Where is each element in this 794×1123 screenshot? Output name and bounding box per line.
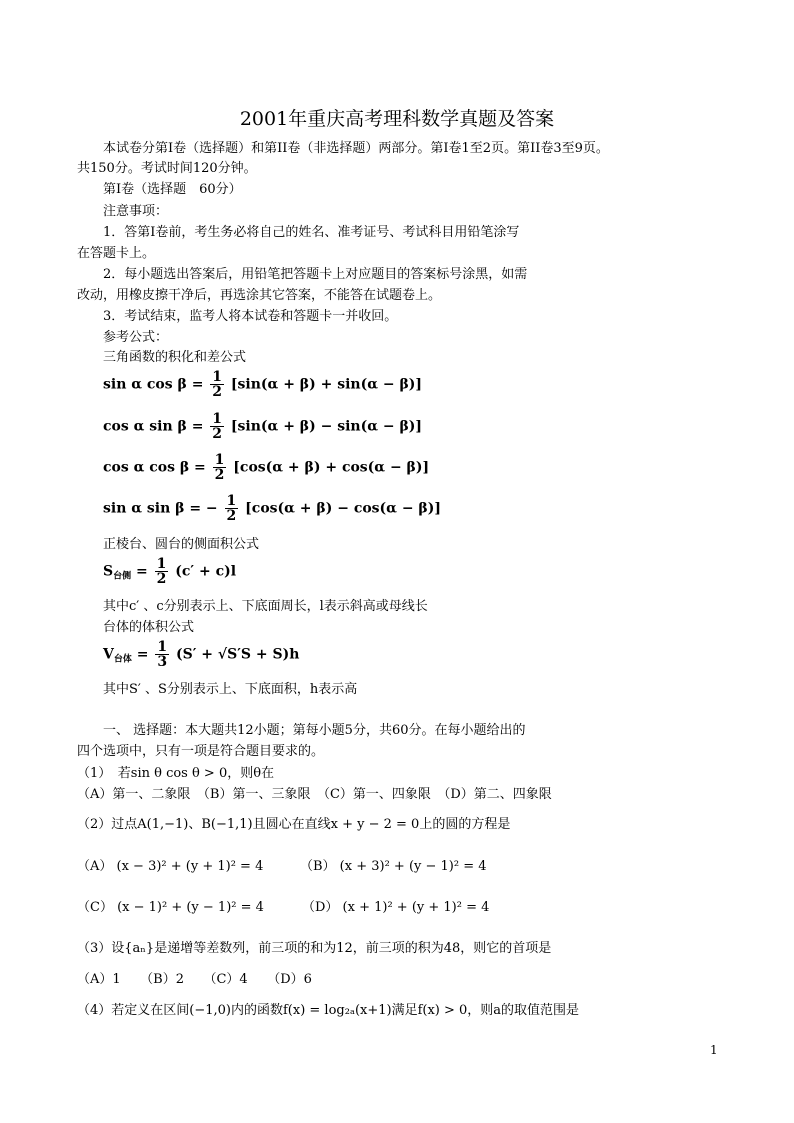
question-2: （2）过点A(1,−1)、B(−1,1)且圆心在直线x + y − 2 = 0上的圆的方程是 — [77, 817, 511, 832]
frac-den: 2 — [156, 571, 167, 587]
frustum-title: 正棱台、圆台的侧面积公式 — [103, 537, 260, 552]
section1-header-a: 一、 选择题：本大题共12小题；第每小题5分，共60分。在每小题给出的 — [103, 723, 526, 738]
fraction-half — [210, 412, 224, 441]
volume-explain: 其中S′ 、S分别表示上、下底面积，h表示高 — [103, 682, 358, 697]
section1-header-b: 四个选项中，只有一项是符合题目要求的。 — [77, 744, 325, 759]
question-2-option-a: （A） (x − 3)² + (y + 1)² = 4 — [77, 859, 264, 874]
frac-den: 2 — [212, 426, 223, 442]
intro-line-1: 本试卷分第I卷（选择题）和第II卷（非选择题）两部分。第I卷1至2页。第II卷3至9页。 — [103, 141, 609, 156]
frac-num: 1 — [212, 411, 223, 427]
formula-sin-sin — [103, 494, 441, 523]
lateral-area-symbol: S — [103, 563, 114, 580]
notes-title: 注意事项： — [103, 204, 169, 219]
frac-num: 1 — [226, 493, 237, 509]
frac-num: 1 — [212, 369, 223, 385]
volume-formula: $V_{台体}$ = $\frac{1}{3}$ (S′ + √S′S + S)h — [103, 639, 300, 670]
formula-rhs: [sin(α + β) − sin(α − β)] — [230, 418, 422, 435]
frac-num: 1 — [214, 452, 225, 468]
fraction-half — [155, 557, 169, 586]
formula-sin-cos — [103, 370, 422, 399]
trig-title: 三角函数的积化和差公式 — [103, 350, 247, 365]
page-title: 2001年重庆高考理科数学真题及答案 — [239, 108, 555, 130]
question-2-option-b: （B） (x + 3)² + (y − 1)² = 4 — [300, 859, 487, 874]
frac-den: 2 — [212, 384, 223, 400]
formula-rhs: [cos(α + β) − cos(α − β)] — [245, 500, 441, 517]
formula-cos-sin — [103, 412, 422, 441]
formula-rhs: [cos(α + β) + cos(α − β)] — [233, 459, 430, 476]
formula-lhs: cos α sin β = — [103, 418, 204, 435]
note-2a: 2．每小题选出答案后，用铅笔把答题卡上对应题目的答案标号涂黑，如需 — [103, 267, 528, 282]
frac-num: 1 — [157, 639, 168, 655]
question-3-options: （A）1 （B）2 （C）4 （D）6 — [77, 972, 312, 987]
note-2b: 改动，用橡皮擦干净后，再选涂其它答案，不能答在试题卷上。 — [77, 288, 442, 303]
lateral-area-formula: $S_{台侧}$ = $\frac{1}{2}$ (c′ + c)l — [103, 556, 237, 587]
frac-den: 2 — [214, 467, 225, 483]
formula-rhs: [sin(α + β) + sin(α − β)] — [230, 376, 422, 393]
fraction-half — [213, 453, 227, 482]
note-1b: 在答题卡上。 — [77, 246, 156, 261]
question-2-option-c: （C） (x − 1)² + (y − 1)² = 4 — [77, 900, 264, 915]
volume-symbol: V — [103, 646, 114, 663]
formula-cos-cos — [103, 453, 429, 482]
frac-den: 3 — [157, 654, 168, 670]
note-1a: 1．答第I卷前，考生务必将自己的姓名、准考证号、考试科目用铅笔涂写 — [103, 225, 520, 240]
fraction-half — [225, 494, 239, 523]
formula-lhs: cos α cos β = — [103, 459, 206, 476]
frac-num: 1 — [156, 556, 167, 572]
intro-line-2: 共150分。考试时间120分钟。 — [77, 161, 257, 176]
fraction-third — [155, 640, 169, 669]
question-2-option-d: （D） (x + 1)² + (y + 1)² = 4 — [302, 900, 490, 915]
formula-title: 参考公式： — [103, 330, 169, 345]
frac-den: 2 — [226, 508, 237, 524]
question-1: （1） 若sin θ cos θ > 0，则θ在 — [77, 766, 275, 781]
fraction-half — [210, 370, 224, 399]
question-1-options: （A）第一、二象限 （B）第一、三象限 （C）第一、四象限 （D）第二、四象限 — [77, 787, 552, 802]
volume-subscript: 台体 — [113, 654, 132, 665]
formula-lhs: sin α sin β = − — [103, 500, 218, 517]
question-4: （4）若定义在区间(−1,0)内的函数f(x) = log₂ₐ(x+1)满足f(x) > 0，则a的取值范围是 — [77, 1003, 580, 1018]
question-3: （3）设{aₙ}是递增等差数列，前三项的和为12，前三项的积为48，则它的首项是 — [77, 941, 552, 956]
volume-title: 台体的体积公式 — [103, 620, 195, 635]
formula-lhs: sin α cos β = — [103, 376, 204, 393]
lateral-area-explain: 其中c′ 、c分别表示上、下底面周长，l表示斜高或母线长 — [103, 599, 428, 614]
lateral-area-subscript: 台侧 — [113, 571, 132, 582]
part1-heading: 第I卷（选择题 60分） — [103, 182, 242, 197]
note-3: 3．考试结束，监考人将本试卷和答题卡一并收回。 — [103, 309, 398, 324]
lateral-area-rhs: (c′ + c)l — [175, 563, 237, 580]
page-number: 1 — [710, 1043, 718, 1057]
volume-rhs: (S′ + √S′S + S)h — [176, 646, 300, 663]
